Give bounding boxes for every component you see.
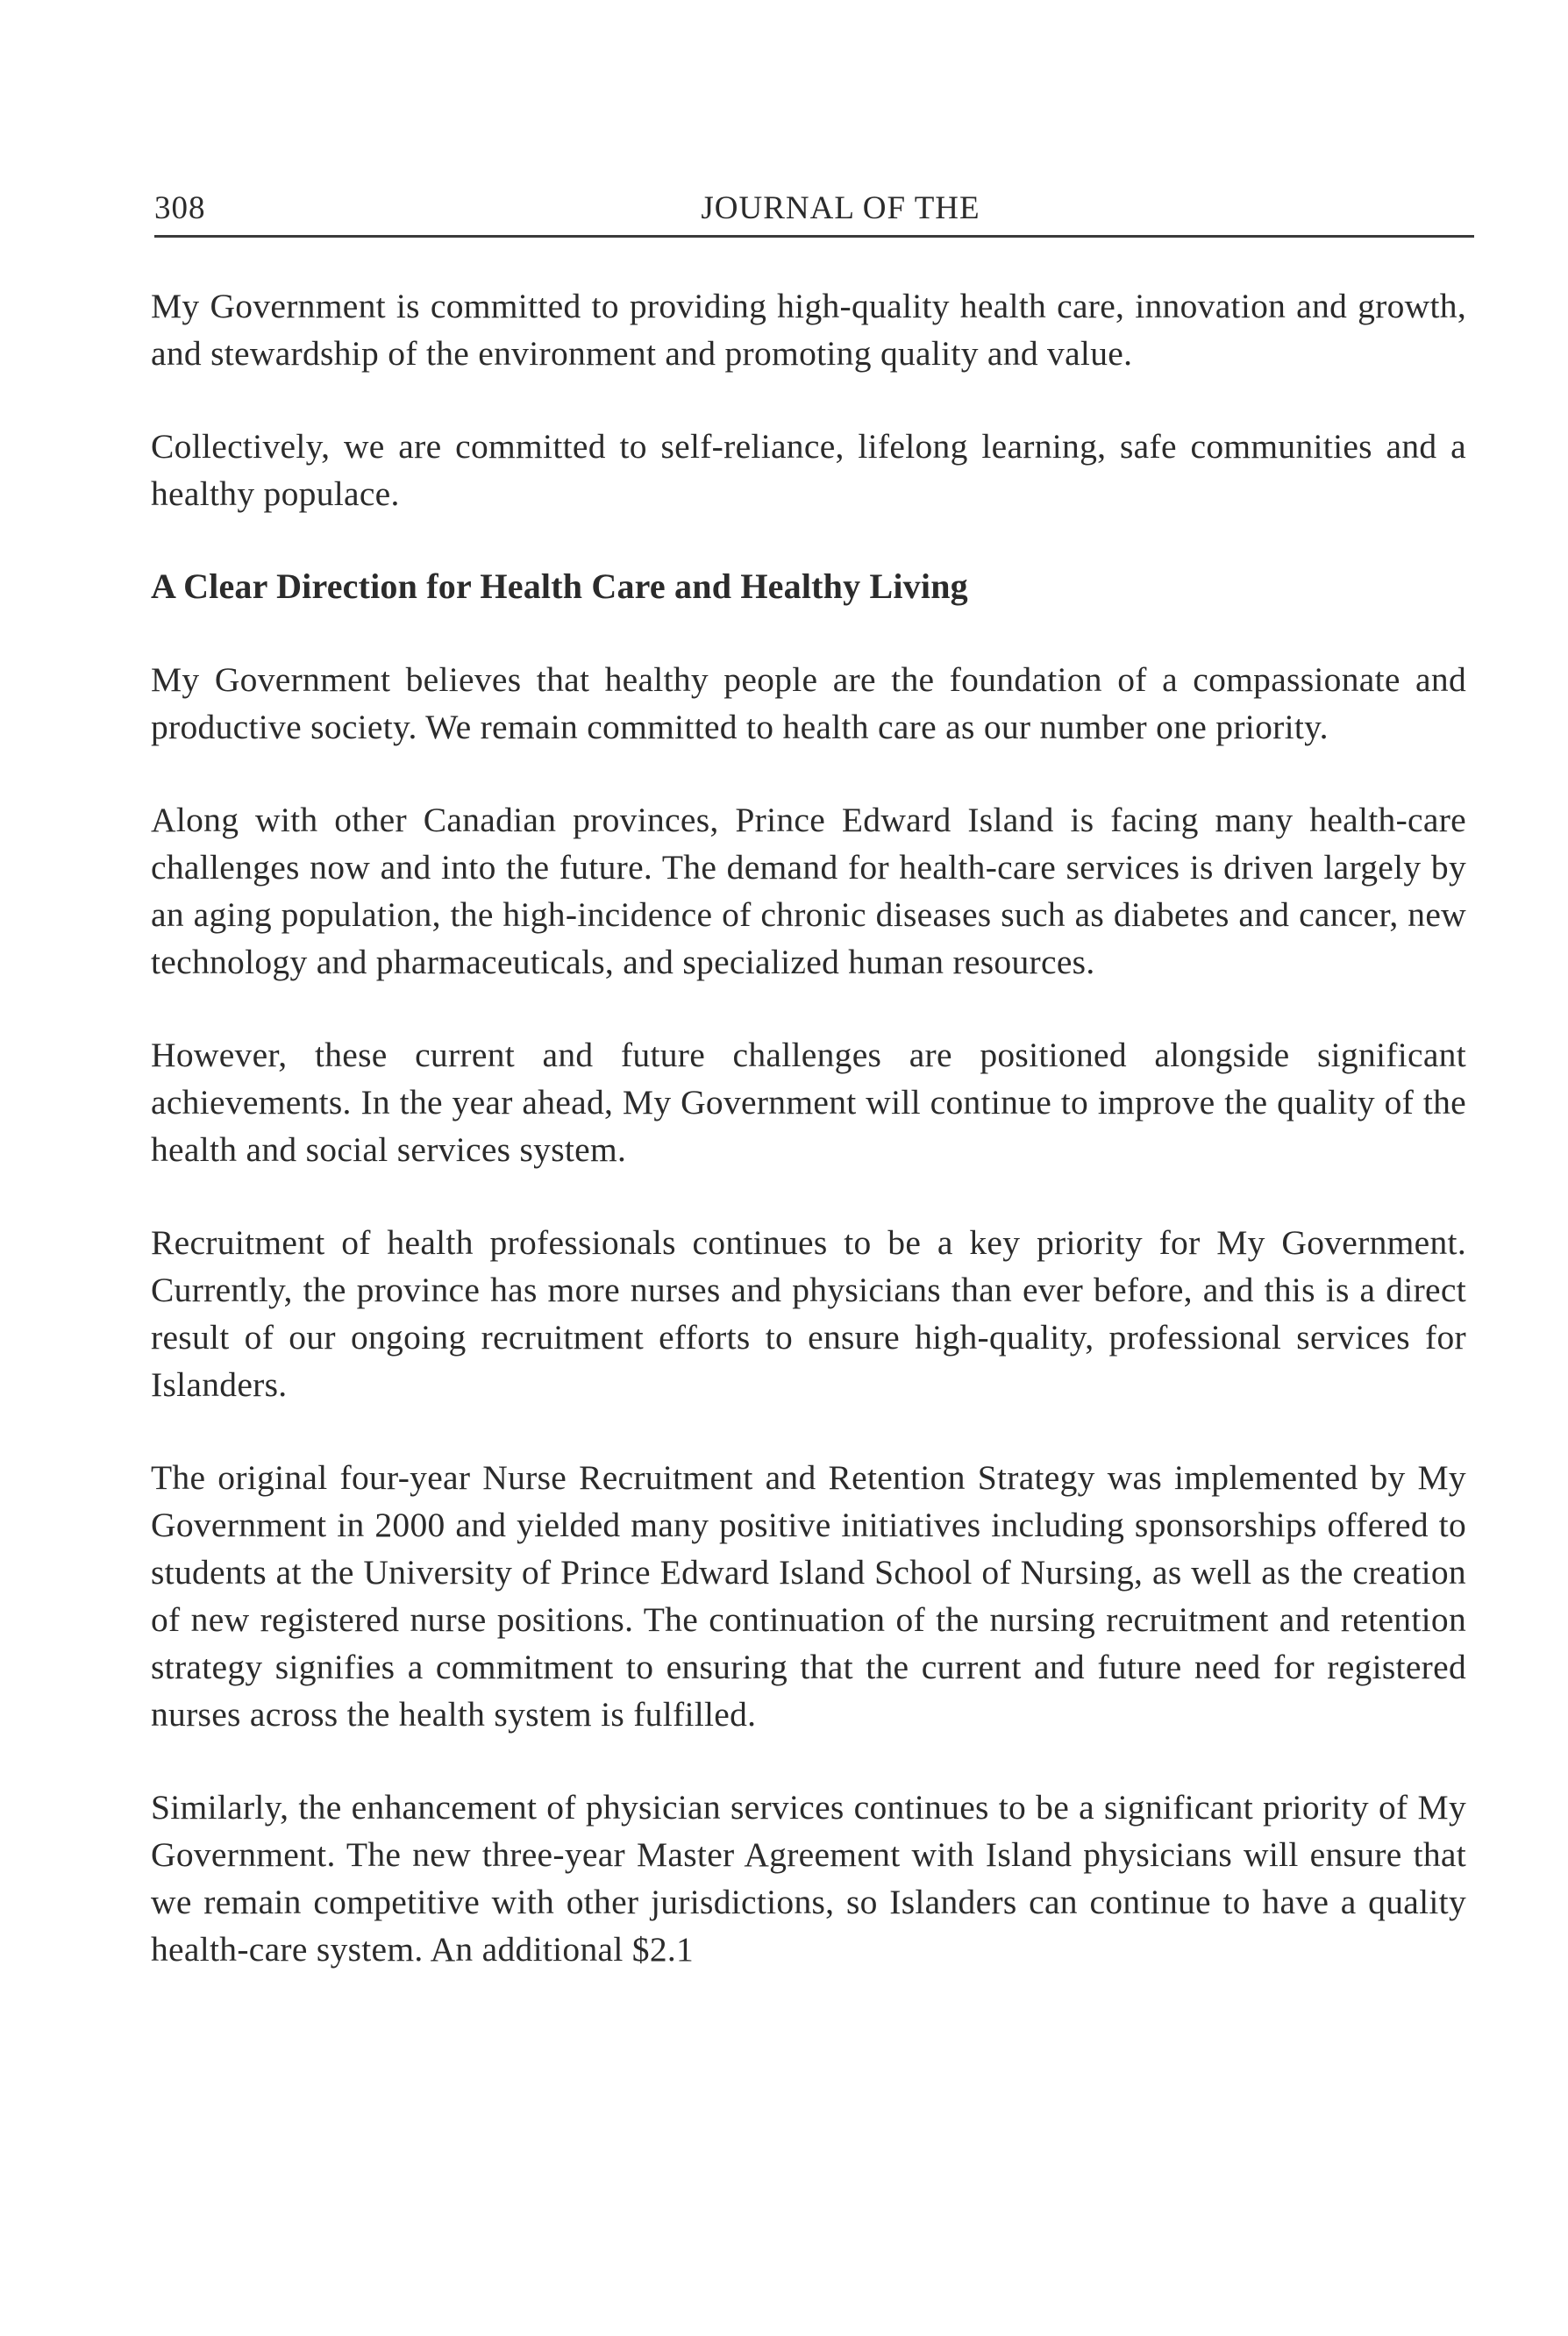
section-heading: A Clear Direction for Health Care and Healthy Living <box>151 566 968 606</box>
paragraph-healthy-people: My Government believes that healthy people are the foundation of a compassionate and productive society. We remain committed to health care as our number one priority. <box>151 660 1466 746</box>
journal-title: JOURNAL OF THE <box>701 190 980 226</box>
paragraph-collectively: Collectively, we are committed to self-reliance, lifelong learning, safe communities and a healthy populace. <box>151 427 1466 513</box>
paragraph-recruitment: Recruitment of health professionals continues to be a key priority for My Government. Currently, the province has more nurses and physicians than ever before, and this is a direct result of our ongoing recruitment efforts to ensure high-quality, professional services for Islanders. <box>151 1223 1466 1404</box>
paragraph-physician-services: Similarly, the enhancement of physician services continues to be a significant priority of My Government. The new three-year Master Agreement with Island physicians will ensure that we remain competitive with other jurisdictions, so Islanders can continue to have a quality health-care system. An additional $2.1 <box>151 1788 1466 1969</box>
page-number: 308 <box>154 190 206 226</box>
body-text <box>151 282 1466 2019</box>
paragraph-commitment: My Government is committed to providing high-quality health care, innovation and growth, and stewardship of the environment and promoting quality and value. <box>151 287 1466 373</box>
paragraph-health-care-challenges: Along with other Canadian provinces, Prince Edward Island is facing many health-care challenges now and into the future. The demand for health-care services is driven largely by an aging population, the high-incidence of chronic diseases such as diabetes and cancer, new technology and pharmaceuticals, and specialized human resources. <box>151 801 1466 981</box>
running-header <box>154 184 1474 238</box>
paragraph-achievements: However, these current and future challenges are positioned alongside significant achievements. In the year ahead, My Government will continue to improve the quality of the health and social services system. <box>151 1036 1466 1169</box>
paragraph-nurse-strategy: The original four-year Nurse Recruitment and Retention Strategy was implemented by My Government in 2000 and yielded many positive initiatives including sponsorships offered to students at the University of Prince Edward Island School of Nursing, as well as the creation of new registered nurse positions. The continuation of the nursing recruitment and retention strategy signifies a commitment to ensuring that the current and future need for registered nurses across the health system is fulfilled. <box>151 1458 1466 1734</box>
